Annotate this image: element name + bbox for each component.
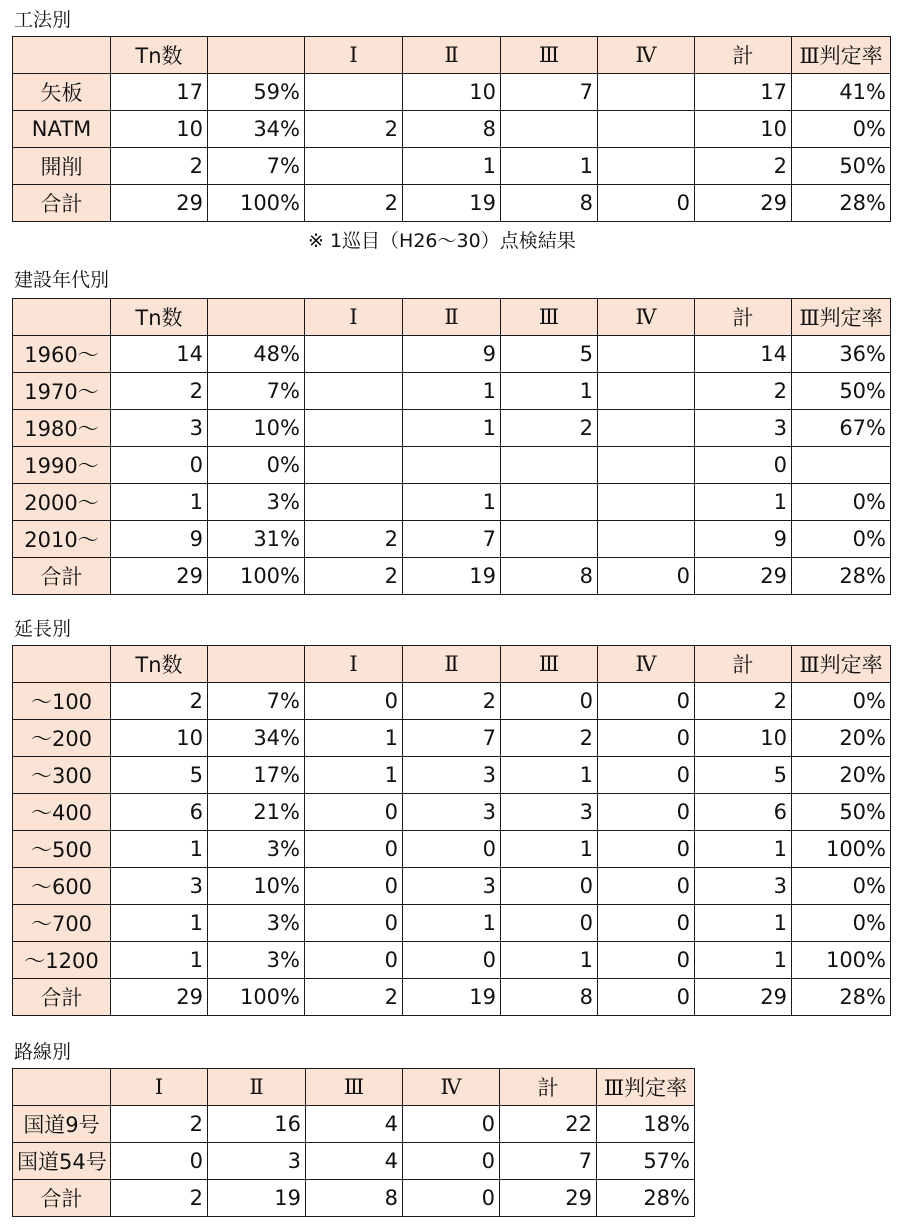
table-cell: 36% — [792, 336, 891, 373]
row-label: NATM — [13, 111, 111, 148]
table-cell: 3 — [501, 794, 598, 831]
table-cell: 0 — [305, 868, 403, 905]
row-label: 2010～ — [13, 521, 111, 558]
table-cell: 19 — [208, 1180, 306, 1217]
column-header: Ⅰ — [305, 37, 403, 74]
table-cell: 17% — [208, 757, 305, 794]
column-header: Ⅰ — [305, 646, 403, 683]
column-header: Ⅲ判定率 — [792, 646, 891, 683]
table-cell: 59% — [208, 74, 305, 111]
table-cell: 3 — [111, 868, 208, 905]
table-row — [13, 148, 891, 185]
table-cell: 57% — [597, 1143, 695, 1180]
table-cell: 21% — [208, 794, 305, 831]
table-cell: 0% — [792, 683, 891, 720]
table-cell: 7% — [208, 683, 305, 720]
table-cell: 17 — [695, 74, 792, 111]
table-cell: 2 — [501, 720, 598, 757]
section-title-route: 路線別 — [14, 1041, 72, 1063]
table-row — [13, 1143, 695, 1180]
table-cell: 100% — [792, 942, 891, 979]
table-cell: 0 — [501, 868, 598, 905]
table-cell — [598, 336, 695, 373]
column-header: Tn数 — [111, 299, 208, 336]
column-header: Ⅱ — [403, 299, 501, 336]
table-row — [13, 720, 891, 757]
table-cell: 1 — [111, 905, 208, 942]
column-header — [208, 646, 305, 683]
table-cell: 8 — [501, 979, 598, 1016]
column-header: Ⅳ — [403, 1069, 500, 1106]
row-label: 合計 — [13, 979, 111, 1016]
table-cell: 2 — [695, 148, 792, 185]
table-cell: 3 — [208, 1143, 306, 1180]
column-header: Ⅳ — [598, 299, 695, 336]
table-cell: 1 — [403, 484, 501, 521]
table-row — [13, 185, 891, 222]
row-label: ～500 — [13, 831, 111, 868]
column-header: 計 — [695, 646, 792, 683]
table-cell: 2 — [305, 521, 403, 558]
table-cell: 50% — [792, 373, 891, 410]
table-cell: 28% — [792, 185, 891, 222]
row-label: 合計 — [13, 558, 111, 595]
table-cell — [305, 373, 403, 410]
table-cell: 8 — [501, 558, 598, 595]
table-cell: 9 — [403, 336, 501, 373]
column-header: Ⅱ — [403, 37, 501, 74]
table-cell — [598, 484, 695, 521]
table-cell: 0 — [403, 942, 501, 979]
table-cell: 29 — [695, 185, 792, 222]
table-cell: 0% — [792, 905, 891, 942]
table-cell: 3 — [403, 868, 501, 905]
table-cell: 2 — [403, 683, 501, 720]
column-header: Ⅰ — [111, 1069, 208, 1106]
table-cell: 1 — [695, 484, 792, 521]
table-cell: 1 — [305, 720, 403, 757]
column-header: Ⅱ — [208, 1069, 306, 1106]
table-cell: 0 — [598, 831, 695, 868]
table-cell: 1 — [403, 373, 501, 410]
row-label: 1960～ — [13, 336, 111, 373]
table-cell: 0% — [208, 447, 305, 484]
table-cell — [305, 74, 403, 111]
column-header: 計 — [695, 299, 792, 336]
table-cell: 5 — [501, 336, 598, 373]
table-cell: 34% — [208, 111, 305, 148]
row-label: 開削 — [13, 148, 111, 185]
table-cell: 0% — [792, 111, 891, 148]
table-cell: 28% — [792, 558, 891, 595]
table-cell: 29 — [695, 979, 792, 1016]
column-header: Ⅲ判定率 — [597, 1069, 695, 1106]
table-cell: 3 — [403, 794, 501, 831]
column-header: Ⅲ — [306, 1069, 403, 1106]
table-cell: 2 — [111, 373, 208, 410]
table-cell: 0 — [598, 757, 695, 794]
table-cell: 0 — [305, 683, 403, 720]
table-row — [13, 74, 891, 111]
table-row — [13, 831, 891, 868]
row-label: 2000～ — [13, 484, 111, 521]
table-cell: 0 — [403, 1106, 500, 1143]
inspection-note: ※ 1巡目（H26～30）点検結果 — [308, 230, 576, 252]
table-cell: 6 — [111, 794, 208, 831]
table-cell: 29 — [111, 979, 208, 1016]
table-cell: 17 — [111, 74, 208, 111]
table-cell: 2 — [111, 1180, 208, 1217]
column-header: Ⅲ — [501, 646, 598, 683]
table-cell: 28% — [597, 1180, 695, 1217]
table-cell — [305, 484, 403, 521]
table-row — [13, 484, 891, 521]
table-row — [13, 868, 891, 905]
table-cell: 29 — [500, 1180, 597, 1217]
table-cell: 1 — [305, 757, 403, 794]
column-header: Ⅳ — [598, 37, 695, 74]
table-cell: 3 — [403, 757, 501, 794]
table-cell — [305, 447, 403, 484]
column-header — [13, 299, 111, 336]
table-cell: 0 — [305, 905, 403, 942]
table-cell: 48% — [208, 336, 305, 373]
table-cell: 0 — [403, 1180, 500, 1217]
table-row — [13, 1180, 695, 1217]
column-header — [13, 37, 111, 74]
table-cell: 3 — [111, 410, 208, 447]
table-cell: 34% — [208, 720, 305, 757]
column-header — [208, 37, 305, 74]
section-title-era: 建設年代別 — [14, 269, 110, 291]
row-label: ～700 — [13, 905, 111, 942]
row-label: 国道54号 — [13, 1143, 111, 1180]
table-cell: 0 — [598, 558, 695, 595]
table-cell: 1 — [111, 942, 208, 979]
table-cell — [598, 148, 695, 185]
table-row — [13, 979, 891, 1016]
row-label: ～600 — [13, 868, 111, 905]
table-cell: 2 — [695, 683, 792, 720]
table-cell: 0 — [305, 794, 403, 831]
column-header: Tn数 — [111, 646, 208, 683]
table-cell: 10 — [111, 720, 208, 757]
table-cell — [598, 111, 695, 148]
column-header — [13, 1069, 111, 1106]
column-header: Ⅲ — [501, 37, 598, 74]
table-cell: 5 — [111, 757, 208, 794]
table-cell: 0 — [111, 1143, 208, 1180]
table-cell: 10% — [208, 410, 305, 447]
table-cell: 50% — [792, 148, 891, 185]
table-cell: 2 — [501, 410, 598, 447]
table-cell: 0% — [792, 521, 891, 558]
table-cell: 19 — [403, 558, 501, 595]
table-cell: 0 — [501, 905, 598, 942]
row-label: 1980～ — [13, 410, 111, 447]
table-cell: 16 — [208, 1106, 306, 1143]
table-cell — [598, 74, 695, 111]
table-cell: 0 — [598, 942, 695, 979]
table-cell: 3% — [208, 942, 305, 979]
column-header: Tn数 — [111, 37, 208, 74]
column-header: Ⅲ — [501, 299, 598, 336]
table-cell: 100% — [208, 979, 305, 1016]
table-cell: 0 — [305, 942, 403, 979]
table-cell: 1 — [403, 410, 501, 447]
table-cell: 0 — [598, 794, 695, 831]
table-cell — [403, 447, 501, 484]
table-cell: 8 — [306, 1180, 403, 1217]
table-row — [13, 373, 891, 410]
table-cell: 0 — [598, 720, 695, 757]
table-cell: 4 — [306, 1143, 403, 1180]
table-cell: 1 — [501, 831, 598, 868]
table-row — [13, 521, 891, 558]
table-cell: 9 — [695, 521, 792, 558]
table-row — [13, 794, 891, 831]
column-header — [13, 646, 111, 683]
table-cell: 7 — [500, 1143, 597, 1180]
section-title-length: 延長別 — [14, 618, 72, 640]
row-label: 1990～ — [13, 447, 111, 484]
table-cell: 0 — [598, 185, 695, 222]
table-cell — [598, 373, 695, 410]
column-header: Ⅳ — [598, 646, 695, 683]
row-label: ～300 — [13, 757, 111, 794]
table-cell — [501, 111, 598, 148]
row-label: 矢板 — [13, 74, 111, 111]
table-cell: 14 — [695, 336, 792, 373]
column-header: Ⅱ — [403, 646, 501, 683]
table-cell: 67% — [792, 410, 891, 447]
table-cell: 2 — [305, 185, 403, 222]
table-cell — [598, 521, 695, 558]
table-cell: 10 — [695, 720, 792, 757]
table-cell: 1 — [111, 831, 208, 868]
table-cell: 1 — [501, 373, 598, 410]
table-cell — [305, 410, 403, 447]
table-cell: 18% — [597, 1106, 695, 1143]
table-row — [13, 410, 891, 447]
table-row — [13, 447, 891, 484]
table-row — [13, 942, 891, 979]
table-cell: 20% — [792, 720, 891, 757]
table-cell: 9 — [111, 521, 208, 558]
table-cell: 29 — [111, 558, 208, 595]
era-table — [12, 298, 891, 595]
table-cell: 41% — [792, 74, 891, 111]
table-cell: 1 — [501, 148, 598, 185]
table-cell: 2 — [111, 1106, 208, 1143]
table-cell: 0 — [598, 868, 695, 905]
table-cell: 7 — [403, 720, 501, 757]
table-cell: 0 — [598, 683, 695, 720]
table-cell: 0 — [111, 447, 208, 484]
table-cell: 3 — [695, 868, 792, 905]
table-row — [13, 111, 891, 148]
table-cell — [598, 447, 695, 484]
table-cell: 10% — [208, 868, 305, 905]
length-table — [12, 645, 891, 1016]
table-cell: 8 — [501, 185, 598, 222]
table-cell: 1 — [111, 484, 208, 521]
table-cell: 1 — [695, 831, 792, 868]
table-cell: 0 — [403, 831, 501, 868]
table-cell: 0 — [695, 447, 792, 484]
table-cell: 100% — [792, 831, 891, 868]
table-cell: 2 — [305, 558, 403, 595]
table-cell: 19 — [403, 979, 501, 1016]
table-row — [13, 683, 891, 720]
table-cell: 0 — [501, 683, 598, 720]
table-cell: 3% — [208, 484, 305, 521]
table-row — [13, 905, 891, 942]
table-cell: 3% — [208, 831, 305, 868]
row-label: 合計 — [13, 1180, 111, 1217]
row-label: 国道9号 — [13, 1106, 111, 1143]
table-cell: 7 — [501, 74, 598, 111]
table-cell: 19 — [403, 185, 501, 222]
table-cell: 29 — [111, 185, 208, 222]
table-row — [13, 558, 891, 595]
table-cell: 22 — [500, 1106, 597, 1143]
row-label: 合計 — [13, 185, 111, 222]
row-label: ～1200 — [13, 942, 111, 979]
table-cell: 2 — [305, 979, 403, 1016]
table-cell: 3 — [695, 410, 792, 447]
table-cell — [305, 148, 403, 185]
table-cell: 2 — [111, 683, 208, 720]
column-header: 計 — [500, 1069, 597, 1106]
column-header: Ⅰ — [305, 299, 403, 336]
table-cell: 20% — [792, 757, 891, 794]
table-row — [13, 757, 891, 794]
table-cell: 31% — [208, 521, 305, 558]
table-cell: 2 — [695, 373, 792, 410]
table-cell: 0 — [305, 831, 403, 868]
table-row — [13, 1106, 695, 1143]
table-cell: 1 — [501, 942, 598, 979]
table-cell: 1 — [695, 942, 792, 979]
table-cell: 0 — [403, 1143, 500, 1180]
table-cell: 4 — [306, 1106, 403, 1143]
table-cell: 2 — [305, 111, 403, 148]
table-cell: 14 — [111, 336, 208, 373]
section-title-method: 工法別 — [14, 9, 72, 31]
table-cell — [598, 410, 695, 447]
table-cell — [305, 336, 403, 373]
table-cell: 28% — [792, 979, 891, 1016]
column-header: Ⅲ判定率 — [792, 299, 891, 336]
table-cell: 5 — [695, 757, 792, 794]
table-cell: 3% — [208, 905, 305, 942]
table-cell: 1 — [501, 757, 598, 794]
method-table — [12, 36, 891, 222]
table-cell: 10 — [111, 111, 208, 148]
table-cell: 7% — [208, 373, 305, 410]
table-cell: 8 — [403, 111, 501, 148]
column-header: 計 — [695, 37, 792, 74]
column-header — [208, 299, 305, 336]
table-cell: 0 — [598, 905, 695, 942]
row-label: ～200 — [13, 720, 111, 757]
table-cell: 29 — [695, 558, 792, 595]
table-cell: 100% — [208, 558, 305, 595]
route-table — [12, 1068, 695, 1217]
table-cell: 6 — [695, 794, 792, 831]
row-label: ～400 — [13, 794, 111, 831]
table-cell: 2 — [111, 148, 208, 185]
table-cell: 10 — [403, 74, 501, 111]
table-cell: 10 — [695, 111, 792, 148]
column-header: Ⅲ判定率 — [792, 37, 891, 74]
table-cell: 100% — [208, 185, 305, 222]
table-cell: 50% — [792, 794, 891, 831]
table-cell — [501, 447, 598, 484]
table-cell — [792, 447, 891, 484]
table-cell — [501, 521, 598, 558]
table-cell: 7% — [208, 148, 305, 185]
row-label: ～100 — [13, 683, 111, 720]
row-label: 1970～ — [13, 373, 111, 410]
table-cell: 1 — [403, 148, 501, 185]
table-cell: 0% — [792, 868, 891, 905]
table-cell: 0% — [792, 484, 891, 521]
table-cell: 1 — [695, 905, 792, 942]
table-cell — [501, 484, 598, 521]
table-cell: 0 — [598, 979, 695, 1016]
table-row — [13, 336, 891, 373]
table-cell: 1 — [403, 905, 501, 942]
table-cell: 7 — [403, 521, 501, 558]
